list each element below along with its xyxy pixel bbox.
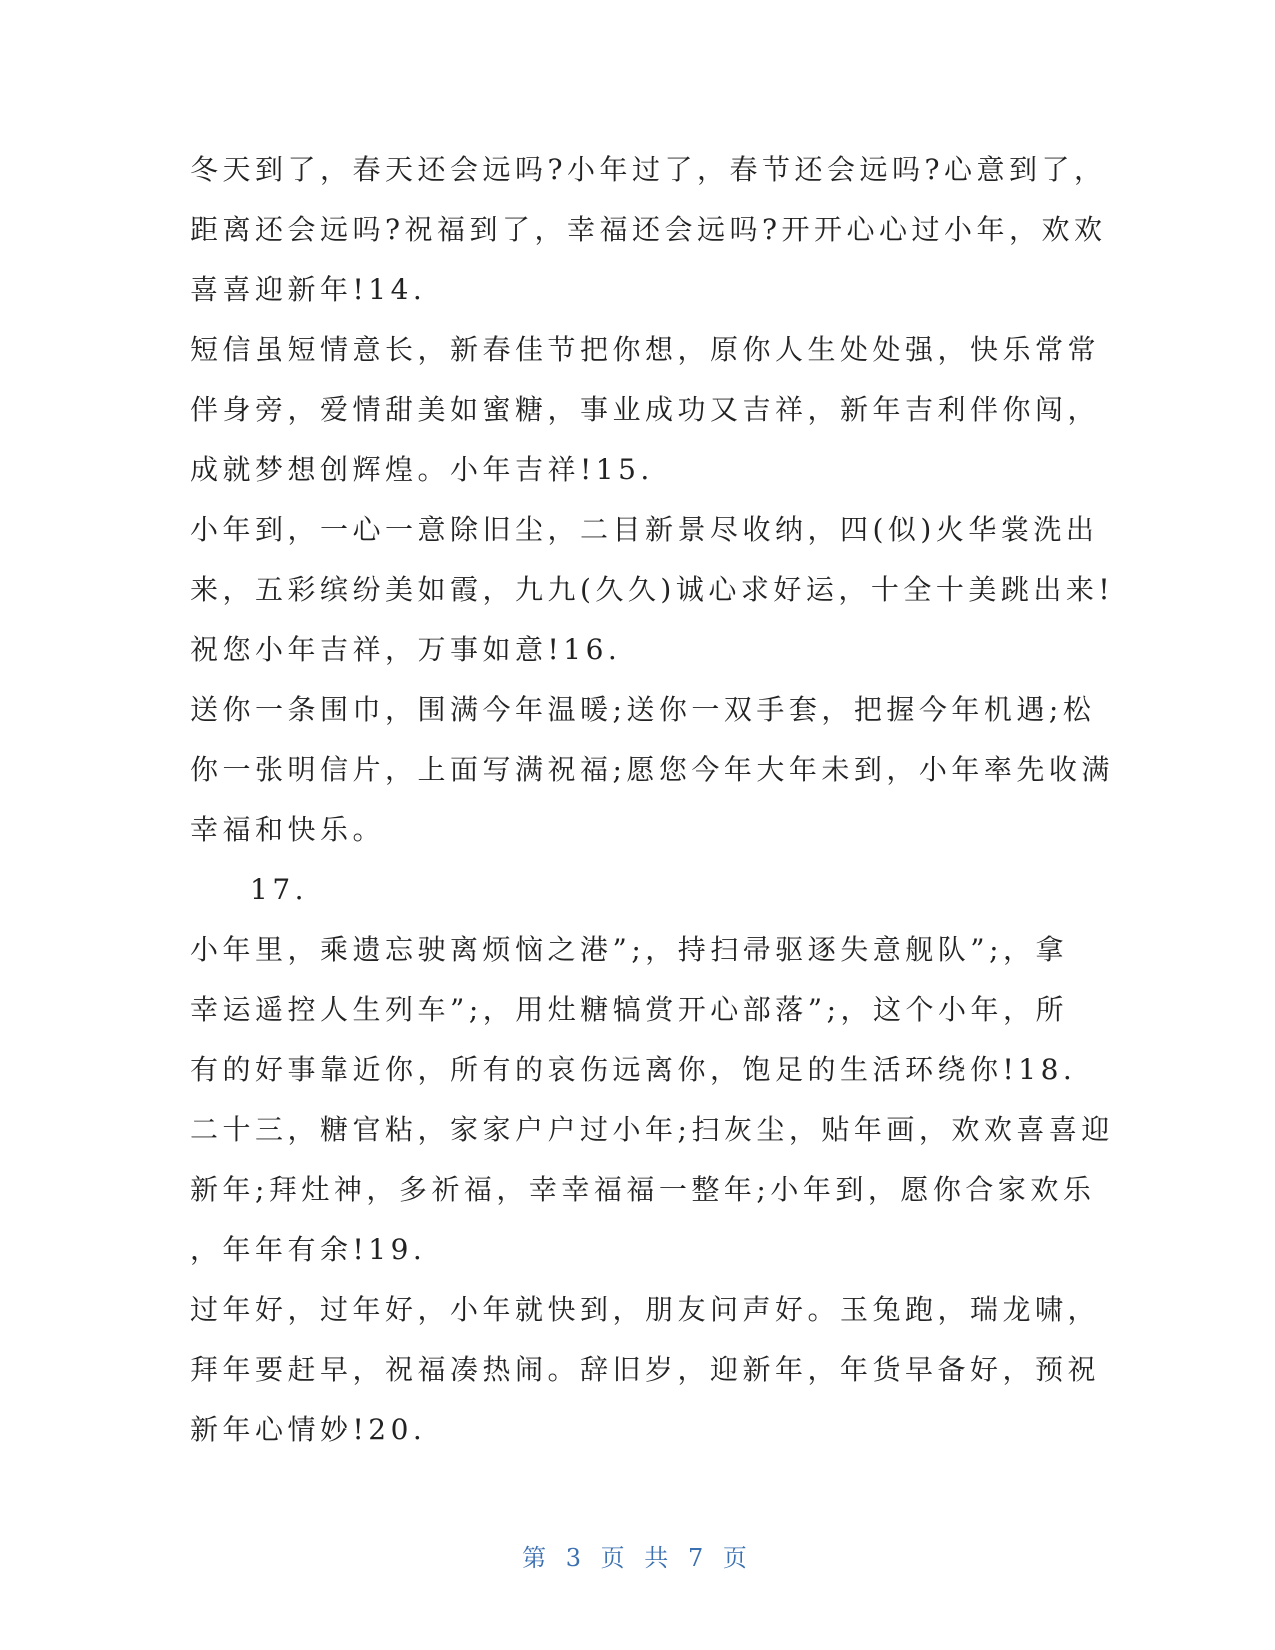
page-number-footer: 第 3 页 共 7 页 (522, 1544, 753, 1572)
text-line: 短信虽短情意长，新春佳节把你想，原你人生处处强，快乐常常 (190, 333, 1101, 366)
text-line: ，年年有余!19. (190, 1233, 427, 1266)
text-line: 幸运遥控人生列车”;，用灶糖犒赏开心部落”;，这个小年，所 (190, 993, 1068, 1026)
text-line: 祝您小年吉祥，万事如意!16. (190, 633, 622, 666)
document-body (190, 140, 1115, 1460)
text-line: 来，五彩缤纷美如霞，九九(久久)诚心求好运，十全十美跳出来! (190, 573, 1115, 606)
text-line: 伴身旁，爱情甜美如蜜糖，事业成功又吉祥，新年吉利伴你闯， (190, 393, 1101, 426)
text-line: 新年心情妙!20. (190, 1413, 427, 1446)
text-line: 喜喜迎新年!14. (190, 273, 427, 306)
text-line: 成就梦想创辉煌。小年吉祥!15. (190, 453, 654, 486)
text-line: 送你一条围巾，围满今年温暖;送你一双手套，把握今年机遇;松 (190, 693, 1096, 726)
text-line: 新年;拜灶神，多祈福，幸幸福福一整年;小年到，愿你合家欢乐 (190, 1173, 1096, 1206)
text-line: 小年里，乘遗忘驶离烦恼之港”;，持扫帚驱逐失意舰队”;，拿 (190, 933, 1068, 966)
text-line: 拜年要赶早，祝福凑热闹。辞旧岁，迎新年，年货早备好，预祝 (190, 1353, 1101, 1386)
item-number-line: 17. (250, 873, 309, 906)
text-line: 距离还会远吗?祝福到了，幸福还会远吗?开开心心过小年，欢欢 (190, 213, 1107, 246)
text-line: 有的好事靠近你，所有的哀伤远离你，饱足的生活环绕你!18. (190, 1053, 1077, 1086)
text-line: 你一张明信片，上面写满祝福;愿您今年大年未到，小年率先收满 (190, 753, 1114, 786)
text-line: 小年到，一心一意除旧尘，二目新景尽收纳，四(似)火华裳洗出 (190, 513, 1099, 546)
text-line: 幸福和快乐。 (190, 813, 386, 846)
text-line: 二十三，糖官粘，家家户户过小年;扫灰尘，贴年画，欢欢喜喜迎 (190, 1113, 1114, 1146)
text-line: 过年好，过年好，小年就快到，朋友问声好。玉兔跑，瑞龙啸， (190, 1293, 1101, 1326)
text-line: 冬天到了，春天还会远吗?小年过了，春节还会远吗?心意到了， (190, 153, 1107, 186)
